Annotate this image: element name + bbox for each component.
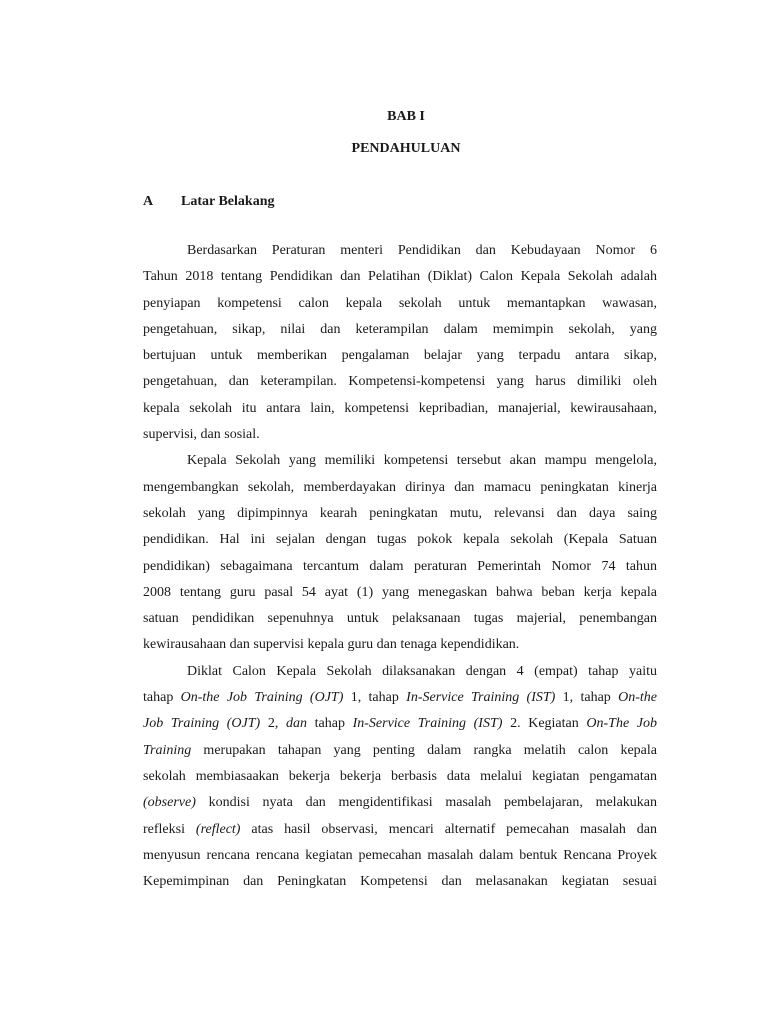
paragraph-3-line: Kepemimpinan dan Peningkatan Kompetensi dan melasanakan kegiatan sesuai [143, 874, 657, 890]
paragraph-3-line: tahap On-the Job Training (OJT) 1, tahap In-Service Training (IST) 1, tahap On-the [143, 690, 657, 706]
paragraph-1-line: bertujuan untuk memberikan pengalaman belajar yang terpadu antara sikap, [143, 348, 657, 364]
paragraph-3-line: Training merupakan tahapan yang penting dalam rangka melatih calon kepala [143, 742, 657, 758]
paragraph-3-line: Job Training (OJT) 2, dan tahap In-Service Training (IST) 2. Kegiatan On-The Job [143, 716, 658, 732]
paragraph-1-line: Tahun 2018 tentang Pendidikan dan Pelatihan (Diklat) Calon Kepala Sekolah adalah [143, 269, 657, 285]
paragraph-1-line: kepala sekolah itu antara lain, kompetensi kepribadian, manajerial, kewirausahaan, [143, 400, 657, 416]
paragraph-2-line: pendidikan. Hal ini sejalan dengan tugas pokok kepala sekolah (Kepala Satuan [143, 532, 657, 548]
paragraph-2-line: satuan pendidikan sepenuhnya untuk pelaksanaan tugas majerial, penembangan [143, 611, 657, 627]
section-title: Latar Belakang [181, 194, 275, 209]
paragraph-2-line: mengembangkan sekolah, memberdayakan dirinya dan mamacu peningkatan kinerja [143, 479, 657, 495]
section-heading [143, 194, 274, 210]
chapter-number: BAB I [387, 109, 425, 124]
paragraph-3-line: refleksi (reflect) atas hasil observasi, mencari alternatif pemecahan masalah dan [143, 821, 658, 837]
paragraph-1-line: Berdasarkan Peraturan menteri Pendidikan dan Kebudayaan Nomor 6 [187, 243, 657, 258]
paragraph-2-line: sekolah yang dipimpinnya kearah peningkatan mutu, relevansi dan daya saing [143, 505, 657, 521]
paragraph-3-line: (observe) kondisi nyata dan mengidentifikasi masalah pembelajaran, melakukan [143, 795, 657, 811]
paragraph-3-line: Diklat Calon Kepala Sekolah dilaksanakan dengan 4 (empat) tahap yaitu [187, 663, 657, 679]
body-text [143, 238, 657, 895]
paragraph-2-line: Kepala Sekolah yang memiliki kompetensi tersebut akan mampu mengelola, [187, 453, 657, 469]
paragraph-1-line: supervisi, dan sosial. [143, 427, 260, 443]
paragraph-3-line: menyusun rencana rencana kegiatan pemecahan masalah dalam bentuk Rencana Proyek [143, 847, 657, 863]
paragraph-1-line: pengetahuan, sikap, nilai dan keterampilan dalam memimpin sekolah, yang [143, 321, 657, 337]
paragraph-2-line: 2008 tentang guru pasal 54 ayat (1) yang menegaskan bahwa beban kerja kepala [143, 584, 657, 600]
paragraph-1-line: penyiapan kompetensi calon kepala sekolah untuk memantapkan wawasan, [143, 295, 657, 311]
paragraph-1-line: pengetahuan, dan keterampilan. Kompetensi-kompetensi yang harus dimiliki oleh [143, 374, 657, 390]
paragraph-2-line: kewirausahaan dan supervisi kepala guru dan tenaga kependidikan. [143, 637, 520, 653]
paragraph-3-line: sekolah membiasaakan bekerja bekerja berbasis data melalui kegiatan pengamatan [143, 768, 657, 784]
section-letter: A [143, 194, 154, 209]
paragraph-2-line: pendidikan) sebagaimana tercantum dalam peraturan Pemerintah Nomor 74 tahun [143, 558, 657, 574]
chapter-title: PENDAHULUAN [351, 141, 461, 156]
